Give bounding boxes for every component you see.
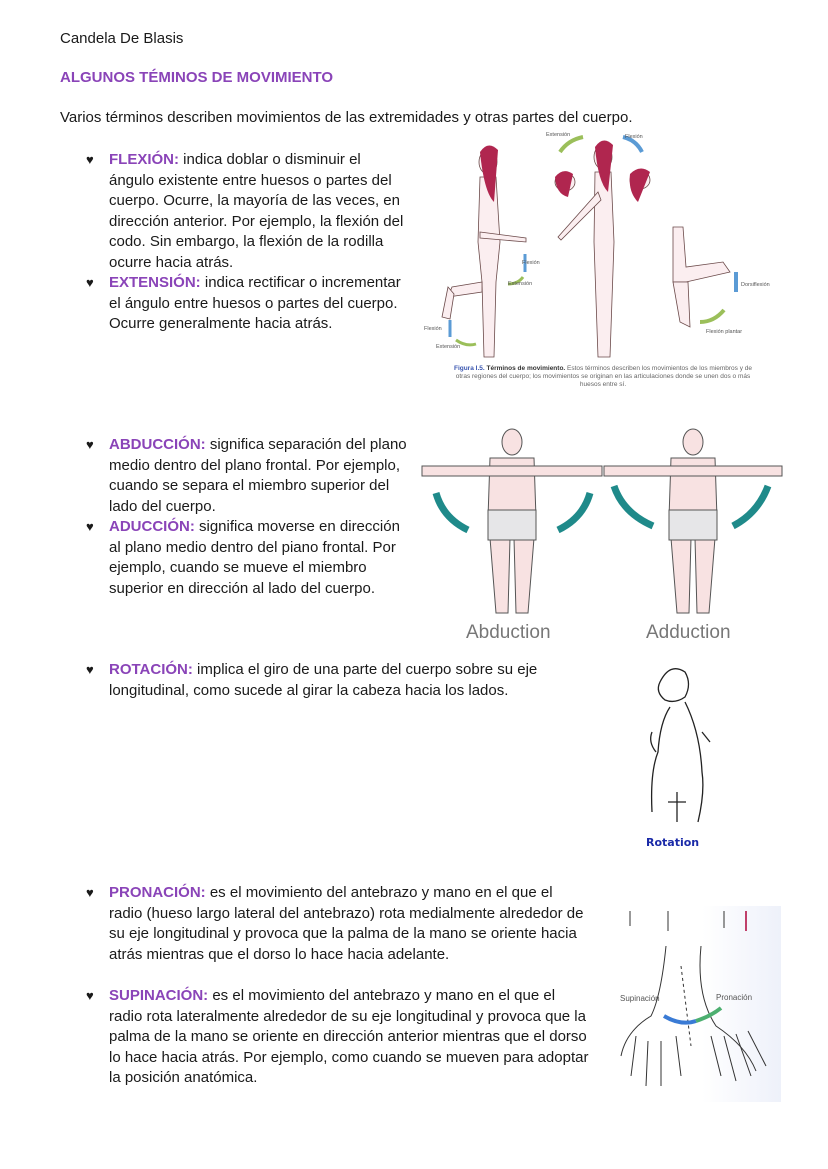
- term-label: PRONACIÓN:: [109, 884, 206, 901]
- label-extension-leg: Extensión: [436, 344, 461, 350]
- heart-bullet-icon: ♥: [86, 988, 94, 1003]
- heart-bullet-icon: ♥: [86, 275, 94, 290]
- label-flexion-arm: Flexión: [522, 260, 540, 266]
- pronation-supination-figure: [606, 906, 781, 1102]
- hand-illustration: [606, 906, 781, 1102]
- abduction-adduction-illustration: [418, 418, 786, 623]
- page-title: ALGUNOS TÉMINOS DE MOVIMIENTO: [60, 69, 334, 86]
- term-definition: significa moverse en dirección al plano medio dentro del piano frontal. Por ejemplo, cuando se mueve el miembro superior en dirección al lado del cuerpo.: [109, 518, 400, 597]
- term-label: FLEXIÓN:: [109, 151, 179, 168]
- list-item-extension: [86, 273, 409, 335]
- abduction-adduction-figure: [418, 418, 786, 648]
- term-definition: indica rectificar o incrementar el ángulo entre huesos o partes del cuerpo. Ocurre generalmente hacia atrás.: [109, 274, 401, 332]
- rotation-figure: [630, 662, 735, 852]
- term-label: ADUCCIÓN:: [109, 518, 195, 535]
- label-dorsiflexion: Dorsiflexión: [741, 282, 770, 288]
- label-extension-head: Extensión: [546, 132, 571, 138]
- label-flexion-leg: Flexión: [424, 326, 442, 332]
- label-extension-arm: Extensión: [508, 281, 533, 287]
- term-definition: indica doblar o disminuir el ángulo existente entre huesos o partes del cuerpo. Ocurre, la mayoría de las veces, en dirección anterior. Por ejemplo, la flexión del codo. Sin embargo, la flexión de la rodilla ocurre hacia atrás.: [109, 151, 404, 271]
- list-item-abduction: [86, 435, 409, 517]
- term-label: EXTENSIÓN:: [109, 274, 201, 291]
- heart-bullet-icon: ♥: [86, 519, 94, 534]
- term-label: ABDUCCIÓN:: [109, 436, 206, 453]
- list-item-rotation: [86, 660, 559, 701]
- list-item-pronation: [86, 883, 584, 965]
- rotation-illustration: [630, 662, 735, 832]
- list-item-supination: [86, 986, 589, 1089]
- label-flexion-head: Flexión: [625, 134, 643, 140]
- label-adduction: Adduction: [646, 622, 731, 643]
- label-supination: Supinación: [620, 994, 660, 1003]
- heart-bullet-icon: ♥: [86, 437, 94, 452]
- label-abduction: Abduction: [466, 622, 551, 643]
- heart-bullet-icon: ♥: [86, 662, 94, 677]
- term-definition: es el movimiento del antebrazo y mano en el que el radio (hueso largo lateral del antebrazo) rota medialmente alrededor de su eje longitudinal y provoca que la palma de la mano se oriente hacia atrás mientras que el dorso lo hace hacia adelante.: [109, 884, 584, 963]
- intro-paragraph: Varios términos describen movimientos de las extremidades y otras partes del cuerpo.: [60, 109, 633, 126]
- term-definition: significa separación del plano medio dentro del plano frontal. Por ejemplo, cuando se separa el miembro superior del lado del cuerpo.: [109, 436, 407, 515]
- label-pronation: Pronación: [716, 993, 753, 1002]
- list-item-flexion: [86, 150, 409, 273]
- label-rotation: Rotation: [646, 836, 700, 849]
- list-item-adduction: [86, 517, 411, 599]
- term-label: ROTACIÓN:: [109, 661, 193, 678]
- figure-caption: Figura I.5. Términos de movimiento. Estos términos describen los movimientos de los miembros y de otras regiones del cuerpo; los movimientos se originan en las articulaciones donde se unen dos o más huesos entre sí.: [453, 365, 753, 388]
- term-definition: implica el giro de una parte del cuerpo sobre su eje longitudinal, como sucede al girar la cabeza hacia los lados.: [109, 661, 538, 699]
- heart-bullet-icon: ♥: [86, 885, 94, 900]
- term-definition: es el movimiento del antebrazo y mano en el que el radio rota lateralmente alrededor de su eje longitudinal y provoca que la palma de la mano se oriente en dirección anterior mientras que el dorso lo hace hacia atrás. Por ejemplo, como cuando se mueven para adoptar la posición anatómica.: [109, 987, 589, 1086]
- body-illustration: [418, 132, 784, 362]
- term-label: SUPINACIÓN:: [109, 987, 209, 1004]
- label-plantar-flexion: Flexión plantar: [706, 329, 743, 335]
- author-name: Candela De Blasis: [60, 30, 184, 47]
- heart-bullet-icon: ♥: [86, 152, 94, 167]
- movement-terms-figure: [418, 132, 784, 397]
